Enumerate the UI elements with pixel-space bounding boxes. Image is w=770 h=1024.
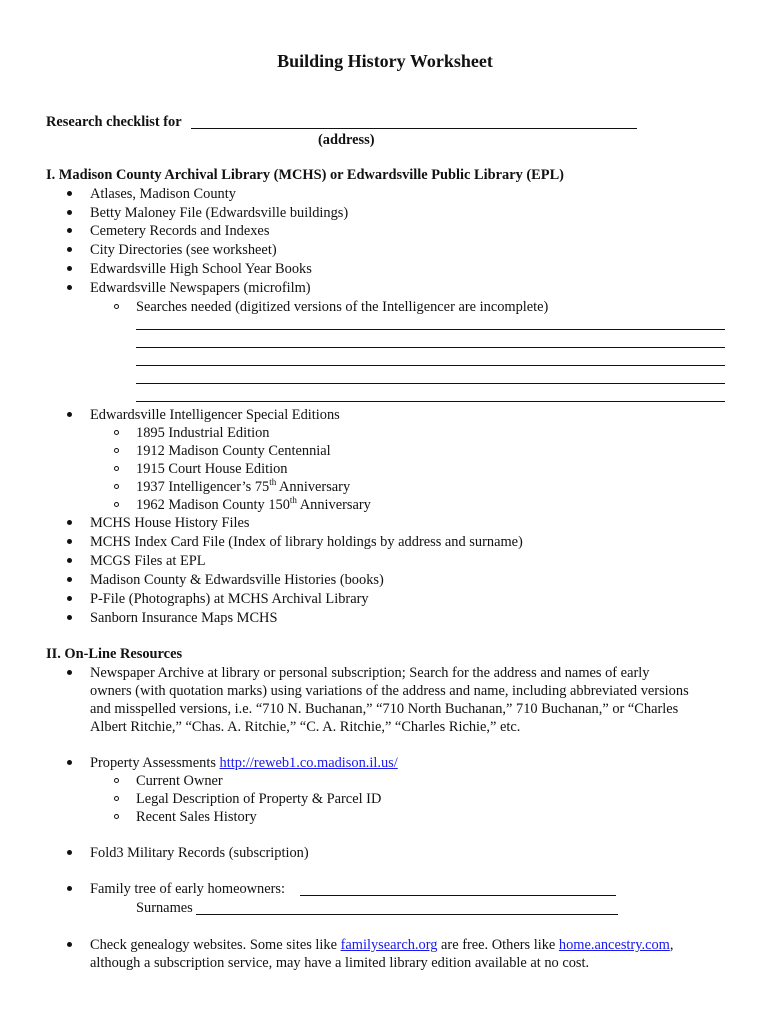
bullet-icon [67, 596, 72, 601]
sub-bullet-icon [114, 484, 119, 489]
address-label: (address) [318, 132, 375, 148]
list-item: Madison County & Edwardsville Histories (books) [90, 572, 384, 588]
special-editions-item: Edwardsville Intelligencer Special Editions [90, 407, 340, 423]
fold3-item: Fold3 Military Records (subscription) [90, 845, 309, 861]
bullet-icon [67, 615, 72, 620]
genealogy-item: Check genealogy websites. Some sites like familysearch.org are free. Others like home.ancestry.com, [90, 937, 674, 953]
text-line: Albert Ritchie,” “Chas. A. Ritchie,” “C. A. Ritchie,” “Charles Richie,” etc. [90, 719, 521, 735]
sub-bullet-icon [114, 778, 119, 783]
list-item: City Directories (see worksheet) [90, 242, 277, 258]
sub-bullet-icon [114, 466, 119, 471]
text-line: and misspelled versions, i.e. “710 N. Buchanan,” “710 North Buchanan,” 710 Buchanan,” or “Charles [90, 701, 679, 717]
search-line[interactable] [136, 383, 725, 384]
bullet-icon [67, 760, 72, 765]
edition-item: 1915 Court House Edition [136, 461, 288, 477]
sub-bullet-icon [114, 502, 119, 507]
list-item: Edwardsville Newspapers (microfilm) [90, 280, 311, 296]
list-item: Atlases, Madison County [90, 186, 236, 202]
surnames-label: Surnames [136, 900, 193, 916]
page-title: Building History Worksheet [277, 51, 493, 71]
edition-item: 1895 Industrial Edition [136, 425, 270, 441]
sub-bullet-icon [114, 814, 119, 819]
sub-bullet-icon [114, 430, 119, 435]
list-item: Cemetery Records and Indexes [90, 223, 270, 239]
bullet-icon [67, 520, 72, 525]
text-line: owners (with quotation marks) using variations of the address and name, including abbreviated versions [90, 683, 689, 699]
bullet-icon [67, 577, 72, 582]
sub-item: Current Owner [136, 773, 223, 789]
search-line[interactable] [136, 365, 725, 366]
bullet-icon [67, 886, 72, 891]
bullet-icon [67, 191, 72, 196]
bullet-icon [67, 942, 72, 947]
bullet-icon [67, 558, 72, 563]
sub-bullet-icon [114, 448, 119, 453]
bullet-icon [67, 412, 72, 417]
bullet-icon [67, 210, 72, 215]
familysearch-link[interactable]: familysearch.org [340, 937, 438, 953]
section2-heading: II. On-Line Resources [46, 646, 183, 662]
search-line[interactable] [136, 329, 725, 330]
ancestry-link[interactable]: home.ancestry.com [558, 937, 670, 953]
edition-item: 1912 Madison County Centennial [136, 443, 331, 459]
sub-item: Legal Description of Property & Parcel ID [136, 791, 382, 807]
address-line[interactable] [191, 128, 637, 129]
property-assessments-item: Property Assessments http://reweb1.co.madison.il.us/ [90, 755, 398, 771]
property-assessments-link[interactable]: http://reweb1.co.madison.il.us/ [219, 755, 398, 771]
section1-heading: I. Madison County Archival Library (MCHS) or Edwardsville Public Library (EPL) [46, 167, 564, 183]
bullet-icon [67, 285, 72, 290]
search-line[interactable] [136, 347, 725, 348]
list-item: MCHS House History Files [90, 515, 250, 531]
family-tree-label: Family tree of early homeowners: [90, 881, 286, 897]
bullet-icon [67, 266, 72, 271]
bullet-icon [67, 670, 72, 675]
bullet-icon [67, 228, 72, 233]
list-item: MCHS Index Card File (Index of library holdings by address and surname) [90, 534, 523, 550]
list-item: Sanborn Insurance Maps MCHS [90, 610, 278, 626]
newspaper-searches-note: Searches needed (digitized versions of the Intelligencer are incomplete) [136, 299, 549, 315]
sub-item: Recent Sales History [136, 809, 257, 825]
sub-bullet-icon [114, 796, 119, 801]
list-item: MCGS Files at EPL [90, 553, 206, 569]
sub-bullet-icon [114, 304, 119, 309]
bullet-icon [67, 539, 72, 544]
list-item: P-File (Photographs) at MCHS Archival Library [90, 591, 369, 607]
list-item: Edwardsville High School Year Books [90, 261, 312, 277]
bullet-icon [67, 247, 72, 252]
genealogy-item-line2: although a subscription service, may have a limited library edition available at no cost. [90, 955, 590, 971]
surnames-line[interactable] [196, 914, 618, 915]
edition-item: 1962 Madison County 150th Anniversary [136, 495, 371, 513]
search-line[interactable] [136, 401, 725, 402]
family-tree-line[interactable] [300, 895, 616, 896]
text-line: Newspaper Archive at library or personal subscription; Search for the address and names of early [90, 665, 650, 681]
bullet-icon [67, 850, 72, 855]
list-item: Betty Maloney File (Edwardsville buildings) [90, 205, 349, 221]
checklist-label: Research checklist for [46, 114, 182, 130]
edition-item: 1937 Intelligencer’s 75th Anniversary [136, 477, 351, 495]
